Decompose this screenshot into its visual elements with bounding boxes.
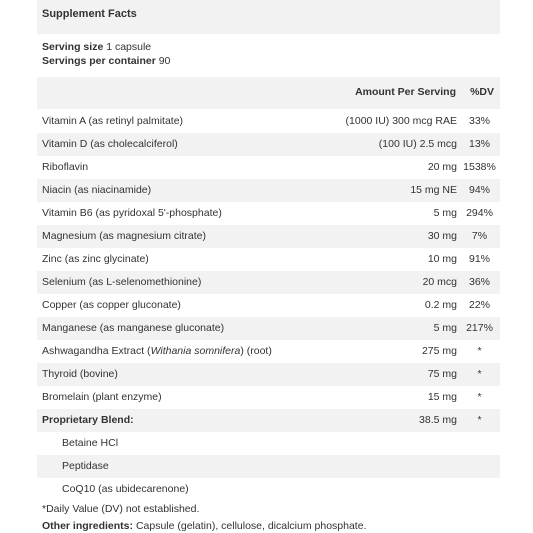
nutrient-row xyxy=(37,340,500,363)
nutrient-dv: * xyxy=(477,391,482,403)
nutrient-name: Vitamin B6 (as pyridoxal 5'-phosphate) xyxy=(42,207,222,219)
blend-item-name: CoQ10 (as ubidecarenone) xyxy=(62,483,189,495)
header-amount: Amount Per Serving xyxy=(355,86,456,98)
nutrient-row xyxy=(37,202,500,225)
nutrient-dv: 13% xyxy=(468,138,490,150)
blend-item-name: Peptidase xyxy=(62,460,109,472)
nutrient-row xyxy=(37,156,500,179)
nutrient-row xyxy=(37,363,500,386)
nutrient-row xyxy=(37,110,500,133)
blend-item xyxy=(37,478,500,501)
nutrient-row xyxy=(37,317,500,340)
nutrient-row xyxy=(37,248,500,271)
nutrient-amount: 5 mg xyxy=(433,322,457,334)
nutrient-name: Vitamin D (as cholecalciferol) xyxy=(42,138,178,150)
nutrient-amount: (100 IU) 2.5 mcg xyxy=(378,138,457,150)
nutrient-row xyxy=(37,133,500,156)
nutrient-dv: 94% xyxy=(468,184,490,196)
nutrient-amount: (1000 IU) 300 mcg RAE xyxy=(345,115,457,127)
servings-per-container: Servings per container 90 xyxy=(42,55,171,67)
nutrient-amount: 10 mg xyxy=(427,253,457,265)
nutrient-dv: * xyxy=(477,368,482,380)
nutrient-name: Ashwagandha Extract (Withania somnifera) (root) xyxy=(42,345,272,357)
nutrient-dv: 22% xyxy=(468,299,490,311)
nutrient-name: Copper (as copper gluconate) xyxy=(42,299,181,311)
blend-item-name: Betaine HCl xyxy=(62,437,119,449)
nutrient-name: Niacin (as niacinamide) xyxy=(42,184,152,196)
nutrient-amount: 15 mg NE xyxy=(410,184,457,196)
nutrient-dv: 36% xyxy=(468,276,490,288)
nutrient-amount: 75 mg xyxy=(427,368,457,380)
nutrient-amount: 38.5 mg xyxy=(419,414,457,426)
nutrient-row xyxy=(37,294,500,317)
nutrient-dv: 91% xyxy=(468,253,490,265)
nutrient-amount: 30 mg xyxy=(427,230,457,242)
nutrient-dv: 7% xyxy=(471,230,488,242)
header-dv: %DV xyxy=(470,86,494,98)
nutrient-dv: 1538% xyxy=(463,161,496,173)
nutrient-row xyxy=(37,271,500,294)
nutrient-name: Magnesium (as magnesium citrate) xyxy=(42,230,206,242)
blend-item xyxy=(37,455,500,478)
nutrient-name: Riboflavin xyxy=(42,161,89,173)
nutrient-amount: 15 mg xyxy=(427,391,457,403)
nutrient-name: Proprietary Blend: xyxy=(42,414,134,426)
nutrient-amount: 20 mcg xyxy=(422,276,457,288)
nutrient-name: Thyroid (bovine) xyxy=(42,368,118,380)
other-ingredients: Other ingredients: Capsule (gelatin), cellulose, dicalcium phosphate. xyxy=(42,520,367,532)
nutrient-dv: 294% xyxy=(466,207,493,219)
panel-title: Supplement Facts xyxy=(42,8,137,20)
blend-item xyxy=(37,432,500,455)
nutrient-name: Bromelain (plant enzyme) xyxy=(42,391,162,403)
title-row xyxy=(37,0,500,34)
serving-size: Serving size 1 capsule xyxy=(42,41,152,53)
serving-info xyxy=(42,40,170,68)
supplement-facts-panel xyxy=(37,0,500,533)
nutrient-name: Vitamin A (as retinyl palmitate) xyxy=(42,115,184,127)
nutrient-name: Manganese (as manganese gluconate) xyxy=(42,322,225,334)
nutrient-name: Zinc (as zinc glycinate) xyxy=(42,253,149,265)
nutrient-amount: 0.2 mg xyxy=(424,299,457,311)
nutrient-row xyxy=(37,386,500,409)
nutrient-dv: * xyxy=(477,345,482,357)
column-header-row xyxy=(37,77,500,109)
nutrient-dv: 217% xyxy=(466,322,493,334)
dv-footnote: *Daily Value (DV) not established. xyxy=(42,503,200,515)
nutrient-row xyxy=(37,225,500,248)
nutrient-dv: * xyxy=(477,414,482,426)
nutrient-amount: 275 mg xyxy=(421,345,457,357)
proprietary-blend-row xyxy=(37,409,500,432)
nutrient-row xyxy=(37,179,500,202)
botanical-name: Withania somnifera xyxy=(150,345,241,357)
nutrient-amount: 5 mg xyxy=(433,207,457,219)
nutrient-amount: 20 mg xyxy=(427,161,457,173)
nutrient-name: Selenium (as L-selenomethionine) xyxy=(42,276,202,288)
nutrient-dv: 33% xyxy=(468,115,490,127)
